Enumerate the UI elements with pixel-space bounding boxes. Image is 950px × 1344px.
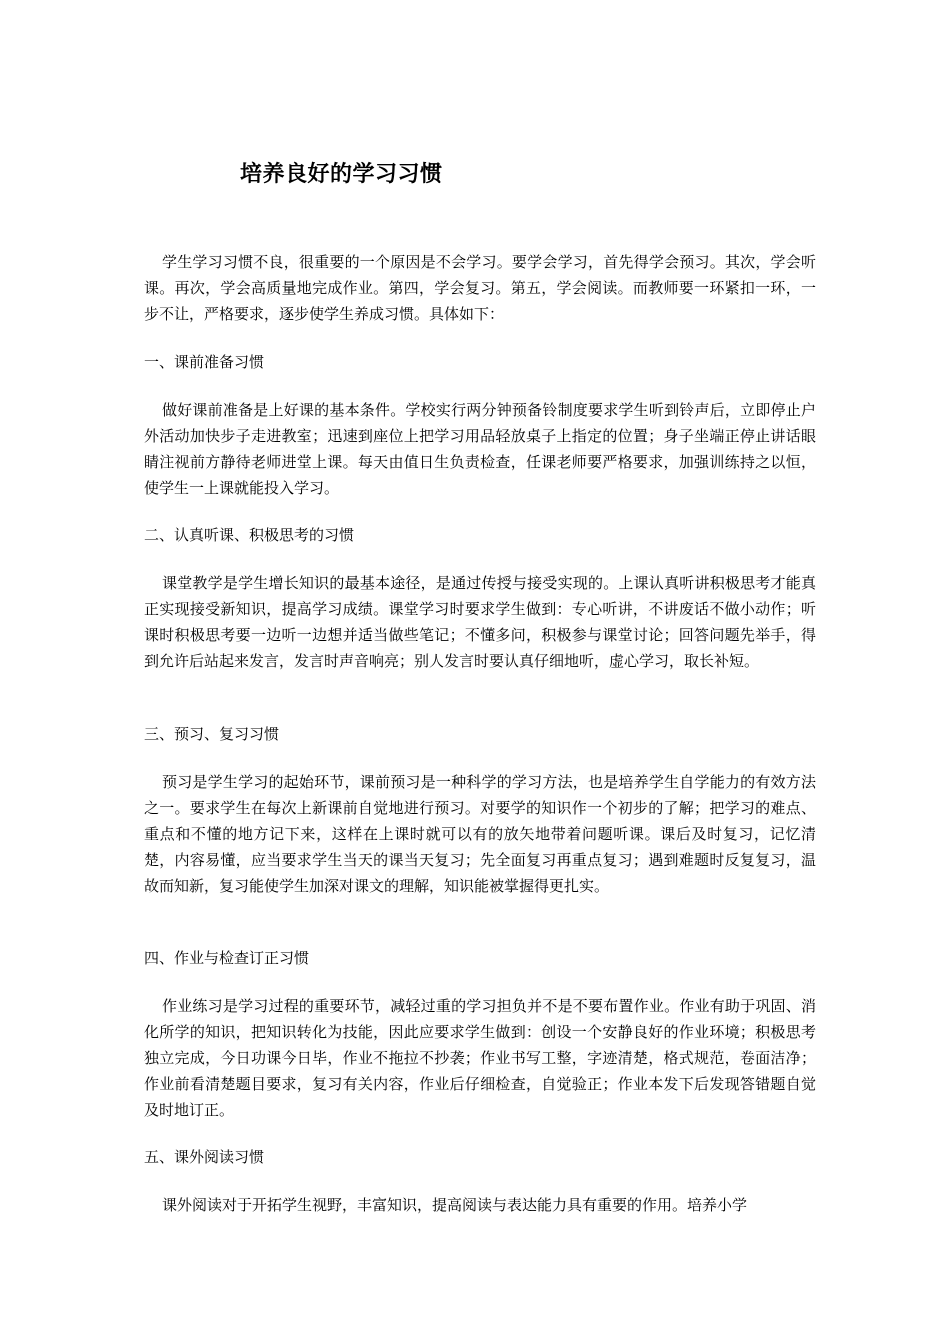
section-body-5: 课外阅读对于开拓学生视野，丰富知识，提高阅读与表达能力具有重要的作用。培养小学 (162, 1196, 748, 1214)
section-body-2: 课堂教学是学生增长知识的最基本途径，是通过传授与接受实现的。上课认真听讲积极思考才能真正实现接受新知识，提高学习成绩。课堂学习时要求学生做到：专心听讲，不讲废话不做小动作；听课时积极思考要一边听一边想并适当做些笔记；不懂多问，积极参与课堂讨论；回答问题先举手，得到允许后站起来发言，发言时声音响亮；别人发言时要认真仔细地听，虚心学习，取长补短。 (144, 574, 816, 670)
section-body-4: 作业练习是学习过程的重要环节，减轻过重的学习担负并不是不要布置作业。作业有助于巩固、消化所学的知识，把知识转化为技能，因此应要求学生做到：创设一个安静良好的作业环境；积极思考独立完成，今日功课今日毕，作业不拖拉不抄袭；作业书写工整，字迹清楚，格式规范，卷面洁净；作业前看清楚题目要求，复习有关内容，作业后仔细检查，自觉验正；作业本发下后发现答错题自觉及时地订正。 (144, 997, 816, 1119)
section-body-3: 预习是学生学习的起始环节，课前预习是一种科学的学习方法，也是培养学生自学能力的有效方法之一。要求学生在每次上新课前自觉地进行预习。对要学的知识作一个初步的了解；把学习的难点、重点和不懂的地方记下来，这样在上课时就可以有的放矢地带着问题听课。课后及时复习，记忆清楚，内容易懂，应当要求学生当天的课当天复习；先全面复习再重点复习；遇到难题时反复复习，温故而知新，复习能使学生加深对课文的理解，知识能被掌握得更扎实。 (144, 773, 816, 895)
section-heading-3: 三、预习、复习习惯 (144, 725, 280, 743)
section-body-1: 做好课前准备是上好课的基本条件。学校实行两分钟预备铃制度要求学生听到铃声后，立即停止户外活动加快步子走进教室；迅速到座位上把学习用品轻放桌子上指定的位置；身子坐端正停止讲话眼睛注视前方静待老师进堂上课。每天由值日生负责检查，任课老师要严格要求，加强训练持之以恒，使学生一上课就能投入学习。 (144, 401, 816, 497)
section-heading-4: 四、作业与检查订正习惯 (144, 949, 310, 967)
intro-paragraph: 学生学习习惯不良，很重要的一个原因是不会学习。要学会学习，首先得学会预习。其次，学会听课。再次，学会高质量地完成作业。第四，学会复习。第五，学会阅读。而教师要一环紧扣一环，一步不让，严格要求，逐步使学生养成习惯。具体如下： (144, 253, 816, 323)
document-title: 培养良好的学习习惯 (240, 161, 443, 187)
section-heading-2: 二、认真听课、积极思考的习惯 (144, 526, 355, 544)
section-heading-1: 一、课前准备习惯 (144, 353, 265, 371)
section-heading-5: 五、课外阅读习惯 (144, 1148, 265, 1166)
